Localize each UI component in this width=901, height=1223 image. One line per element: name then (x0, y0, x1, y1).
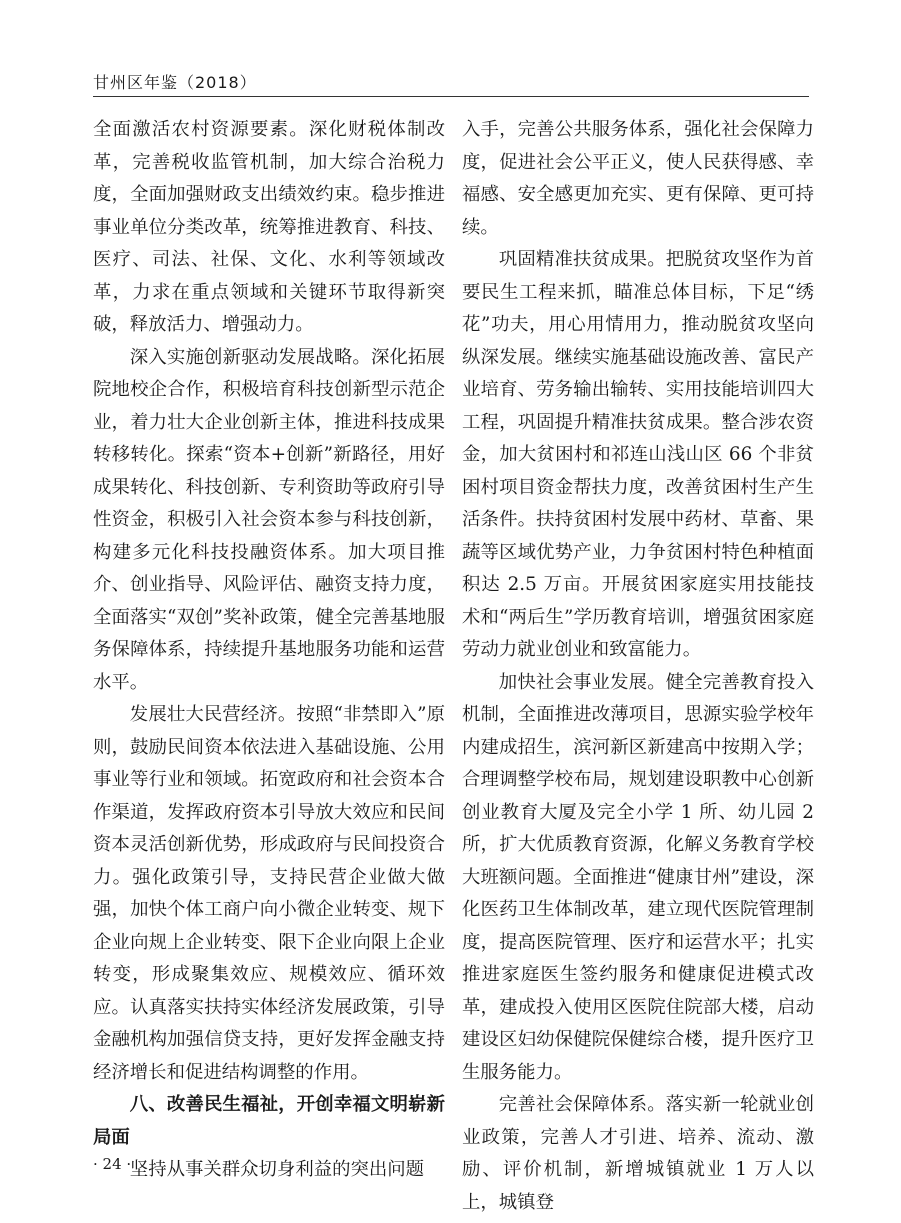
page-number: · 24 · (93, 1155, 132, 1173)
paragraph: 发展壮大民营经济。按照“非禁即入”原则，鼓励民间资本依法进入基础设施、公用事业等行业和领域。拓宽政府和社会资本合作渠道，发挥政府资本引导放大效应和民间资本灵活创新优势，形成政府与民间投资合力。强化政策引导，支持民营企业做大做强，加快个体工商户向小微企业转变、规下企业向规上企业转变、限下企业向限上企业转变，形成聚集效应、规模效应、循环效应。认真落实扶持实体经济发展政策，引导金融机构加强信贷支持，更好发挥金融支持经济增长和促进结构调整的作用。 (93, 704, 445, 1083)
header-rule (93, 96, 809, 97)
paragraph: 完善社会保障体系。落实新一轮就业创业政策，完善人才引进、培养、流动、激励、评价机制，新增城镇就业 1 万人以上，城镇登 (462, 1094, 814, 1213)
paragraph: 入手，完善公共服务体系，强化社会保障力度，促进社会公平正义，使人民获得感、幸福感、安全感更加充实、更有保障、更可持续。 (462, 119, 814, 238)
paragraph: 巩固精准扶贫成果。把脱贫攻坚作为首要民生工程来抓，瞄准总体目标，下足“绣花”功夫，用心用情用力，推动脱贫攻坚向纵深发展。继续实施基础设施改善、富民产业培育、劳务输出输转、实用技能培训四大工程，巩固提升精准扶贫成果。整合涉农资金，加大贫困村和祁连山浅山区 66 个非贫困村项目资金帮扶力度，改善贫困村生产生活条件。扶持贫困村发展中药材、草畜、果蔬等区域优势产业，力争贫困村特色种植面积达 2.5 万亩。开展贫困家庭实用技能技术和“两后生”学历教育培训，增强贫困家庭劳动力就业创业和致富能力。 (462, 249, 814, 660)
right-column (462, 114, 814, 1219)
paragraph: 全面激活农村资源要素。深化财税体制改革，完善税收监管机制，加大综合治税力度，全面加强财政支出绩效约束。稳步推进事业单位分类改革，统筹推进教育、科技、医疗、司法、社保、文化、水利等领域改革，力求在重点领域和关键环节取得新突破，释放活力、增强动力。 (93, 119, 445, 335)
left-column (93, 114, 445, 1187)
paragraph: 加快社会事业发展。健全完善教育投入机制，全面推进改薄项目，思源实验学校年内建成招生，滨河新区新建高中按期入学；合理调整学校布局，规划建设职教中心创新创业教育大厦及完全小学 1 所、幼儿园 2 所，扩大优质教育资源，化解义务教育学校大班额问题。全面推进“健康甘州”建设，深化医药卫生体制改革，建立现代医院管理制度，提高医院管理、医疗和运营水平；扎实推进家庭医生签约服务和健康促进模式改革，建成投入使用区医院住院部大楼，启动建设区妇幼保健院保健综合楼，提升医疗卫生服务能力。 (462, 671, 814, 1083)
section-heading: 八、改善民生福祉，开创幸福文明崭新局面 (93, 1094, 445, 1148)
running-header: 甘州区年鉴（2018） (93, 73, 257, 92)
paragraph: 坚持从事关群众切身利益的突出问题 (129, 1159, 425, 1180)
paragraph: 深入实施创新驱动发展战略。深化拓展院地校企合作，积极培育科技创新型示范企业，着力壮大企业创新主体，推进科技成果转移转化。探索“资本+创新”新路径，用好成果转化、科技创新、专利资助等政府引导性资金，积极引入社会资本参与科技创新，构建多元化科技投融资体系。加大项目推介、创业指导、风险评估、融资支持力度，全面落实“双创”奖补政策，健全完善基地服务保障体系，持续提升基地服务功能和运营水平。 (93, 346, 445, 693)
